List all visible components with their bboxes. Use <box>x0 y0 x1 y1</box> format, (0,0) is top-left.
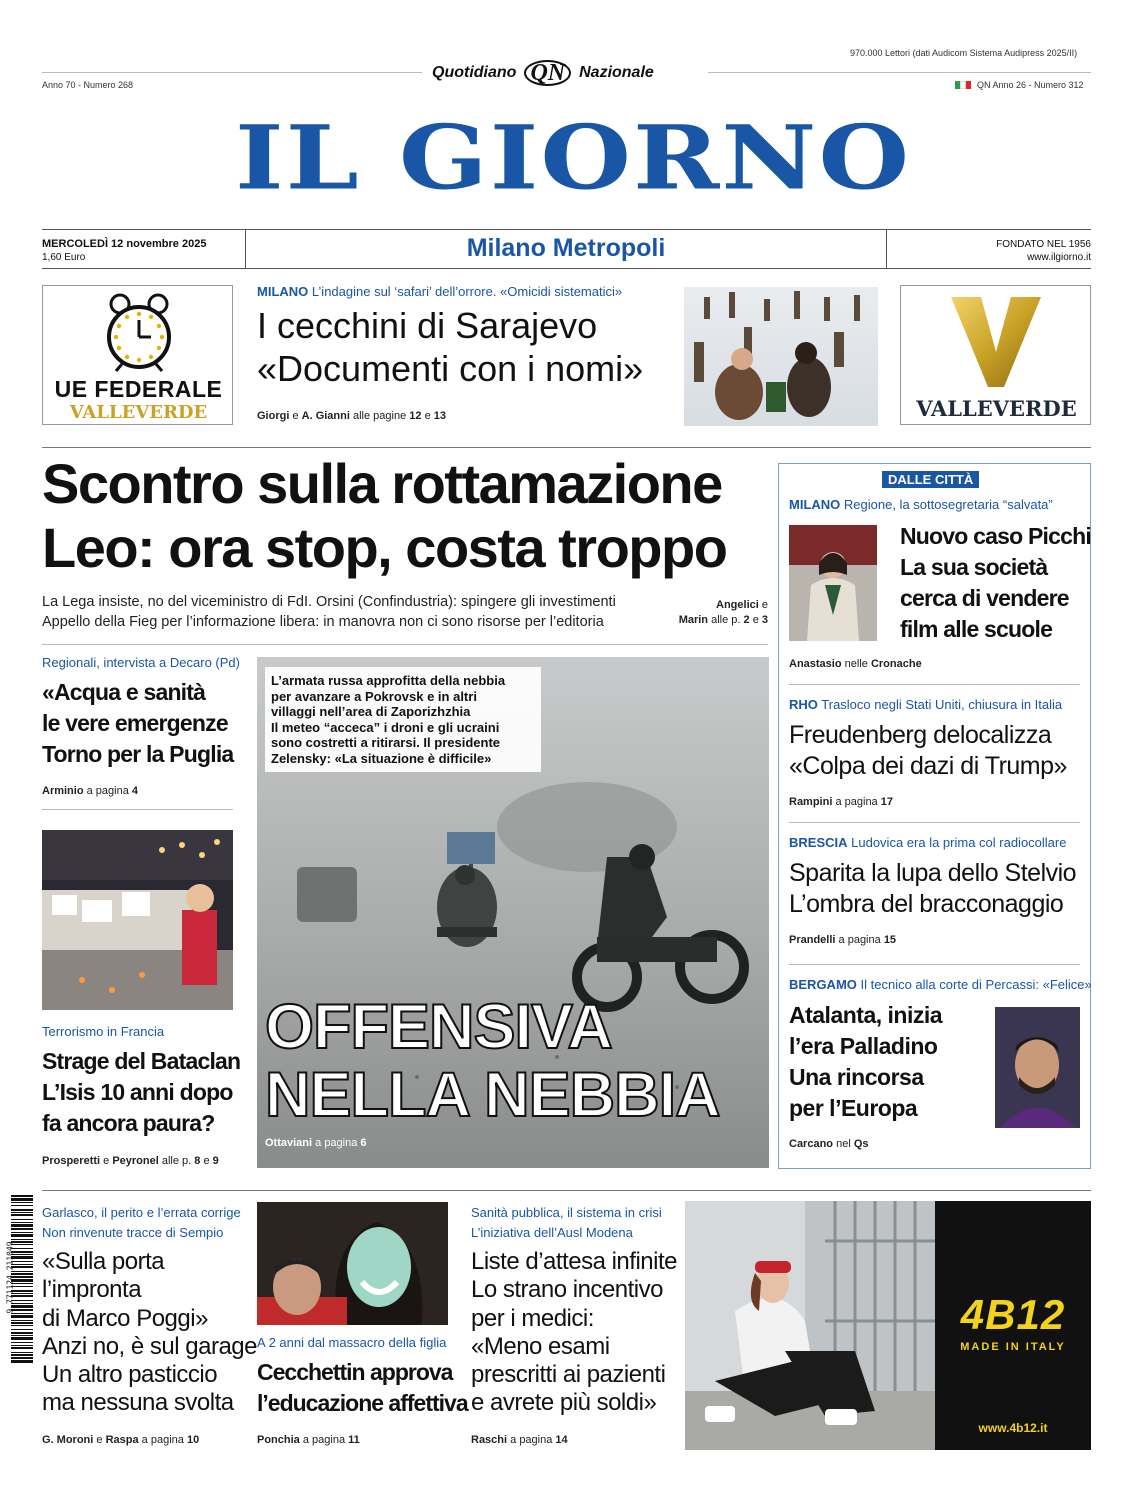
readers-note: 970.000 Lettori (dati Audicom Sistema Audipress 2025/II) <box>850 48 1078 58</box>
cecchettin-photo <box>257 1202 448 1325</box>
bataclan-credit: Prosperetti e Peyronel alle p. 8 e 9 <box>42 1155 219 1167</box>
offensiva-photo[interactable] <box>257 657 769 1168</box>
ad-4b12-logo: 4B12 <box>960 1291 1066 1338</box>
garlasco-label: Garlasco, il perito e l’errata corrige Non rinvenute tracce di Sempio <box>42 1205 241 1240</box>
cecchettin-credit: Ponchia a pagina 11 <box>257 1434 360 1446</box>
cecchettin-headline[interactable]: Cecchettin approva l’educazione affettiva <box>257 1359 468 1416</box>
barcode: 9 771124 211049 <box>3 1195 33 1365</box>
website-link[interactable]: www.ilgiorno.it <box>1027 252 1091 263</box>
lead-subheadline: La Lega insiste, no del viceministro di FdI. Orsini (Confindustria): spingere gli investimenti Appello della Fieg per l’informazione libera: in manovra non ci sono risorse per l’editoria <box>42 594 616 630</box>
decaro-label: Regionali, intervista a Decaro (Pd) <box>42 655 240 670</box>
bataclan-label: Terrorismo in Francia <box>42 1024 165 1039</box>
palladino-photo <box>995 1007 1080 1128</box>
alarm-clock-icon <box>104 292 174 372</box>
top-story-credit: Giorgi e A. Gianni alle pagine 12 e 13 <box>257 410 446 422</box>
top-story-headline[interactable]: I cecchini di Sarajevo «Documenti con i nomi» <box>257 305 644 389</box>
barcode-bar <box>11 1354 33 1356</box>
brescia-credit: Prandelli a pagina 15 <box>789 934 897 946</box>
offensiva-title: OFFENSIVA NELLA NEBBIA <box>265 992 720 1130</box>
barcode-bar <box>11 1198 33 1201</box>
issue-date: MERCOLEDÌ 12 novembre 2025 <box>42 238 207 250</box>
offensiva-caption: L’armata russa approfitta della nebbia per avanzare a Pokrovsk e in altri villaggi nell’area di Zaporizhzhia Il meteo “acceca” i droni e gli ucraini sono costretti a ritirarsi. Il presidente Zelensky: «La situazione è difficile» <box>265 667 541 772</box>
offensiva-credit: Ottaviani a pagina 6 <box>265 1137 367 1149</box>
bergamo-credit: Carcano nel Qs <box>789 1138 869 1150</box>
dalle-citta-label: DALLE CITTÀ <box>882 471 979 488</box>
top-story-label: MILANO L’indagine sul ‘safari’ dell’orrore. «Omicidi sistematici» <box>257 284 623 299</box>
ad-ue-federale[interactable]: UE FEDERALE VALLEVERDE <box>42 285 233 425</box>
qn-banner: Quotidiano QN Nazionale <box>432 60 654 86</box>
bataclan-headline[interactable]: Strage del Bataclan L’Isis 10 anni dopo fa ancora paura? <box>42 1048 241 1136</box>
newspaper-title[interactable]: IL GIORNO <box>234 105 912 210</box>
garlasco-credit: G. Moroni e Raspa a pagina 10 <box>42 1434 200 1446</box>
picchi-photo <box>789 525 877 641</box>
rho-label: RHO Trasloco negli Stati Uniti, chiusura in Italia <box>789 697 1063 712</box>
sanita-headline[interactable]: Liste d’attesa infinite Lo strano incentivo per i medici: «Meno esami prescritti ai pazienti e avrete più soldi» <box>471 1248 677 1417</box>
ad-4b12[interactable] <box>685 1201 1091 1450</box>
barcode-bar <box>11 1195 33 1197</box>
picchi-credit: Anastasio nelle Cronache <box>789 658 922 670</box>
issue-price: 1,60 Euro <box>42 252 86 263</box>
picchi-headline[interactable]: Nuovo caso Picchi La sua società cerca di vendere film alle scuole <box>900 523 1091 642</box>
ad-4b12-panel: 4B12 MADE IN ITALY www.4b12.it <box>935 1201 1091 1450</box>
decaro-headline[interactable]: «Acqua e sanità le vere emergenze Torno per la Puglia <box>42 679 234 767</box>
barcode-bar <box>11 1360 33 1363</box>
lead-credit: Angelici e Marin alle p. 2 e 3 <box>678 599 768 626</box>
rho-credit: Rampini a pagina 17 <box>789 796 893 808</box>
brescia-label: BRESCIA Ludovica era la prima col radiocollare <box>789 835 1067 850</box>
rho-headline[interactable]: Freudenberg delocalizza «Colpa dei dazi di Trump» <box>789 721 1067 780</box>
picchi-label: MILANO Regione, la sottosegretaria “salvata” <box>789 497 1053 512</box>
brescia-headline[interactable]: Sparita la lupa dello Stelvio L’ombra del bracconaggio <box>789 859 1077 918</box>
issue-number-right: QN Anno 26 - Numero 312 <box>955 80 1084 90</box>
qn-logo: QN <box>524 60 571 86</box>
italian-flag-icon <box>955 81 971 89</box>
barcode-bar <box>11 1357 33 1359</box>
garlasco-headline[interactable]: «Sulla porta l’impronta di Marco Poggi» Anzi no, è sul garage Un altro pasticcio ma nessuna svolta <box>42 1248 257 1417</box>
issue-number-left: Anno 70 - Numero 268 <box>42 80 134 90</box>
sarajevo-cemetery-photo <box>684 287 878 426</box>
valleverde-v-logo-icon <box>946 292 1046 392</box>
lead-headline[interactable]: Scontro sulla rottamazione Leo: ora stop, costa troppo <box>42 452 727 579</box>
ad-4b12-photo <box>685 1201 935 1450</box>
bergamo-label: BERGAMO Il tecnico alla corte di Percassi: «Felice» <box>789 977 1092 992</box>
ad-valleverde[interactable]: VALLEVERDE <box>900 285 1091 425</box>
bataclan-memorial-photo <box>42 830 233 1010</box>
cecchettin-label: A 2 anni dal massacro della figlia <box>257 1335 447 1350</box>
edition-name: Milano Metropoli <box>466 234 666 262</box>
decaro-credit: Arminio a pagina 4 <box>42 785 139 797</box>
sanita-credit: Raschi a pagina 14 <box>471 1434 568 1446</box>
sanita-label: Sanità pubblica, il sistema in crisi L’iniziativa dell’Ausl Modena <box>471 1205 662 1240</box>
founded-note: FONDATO NEL 1956 <box>996 239 1091 250</box>
bergamo-headline[interactable]: Atalanta, inizia l’era Palladino Una rincorsa per l’Europa <box>789 1002 943 1121</box>
